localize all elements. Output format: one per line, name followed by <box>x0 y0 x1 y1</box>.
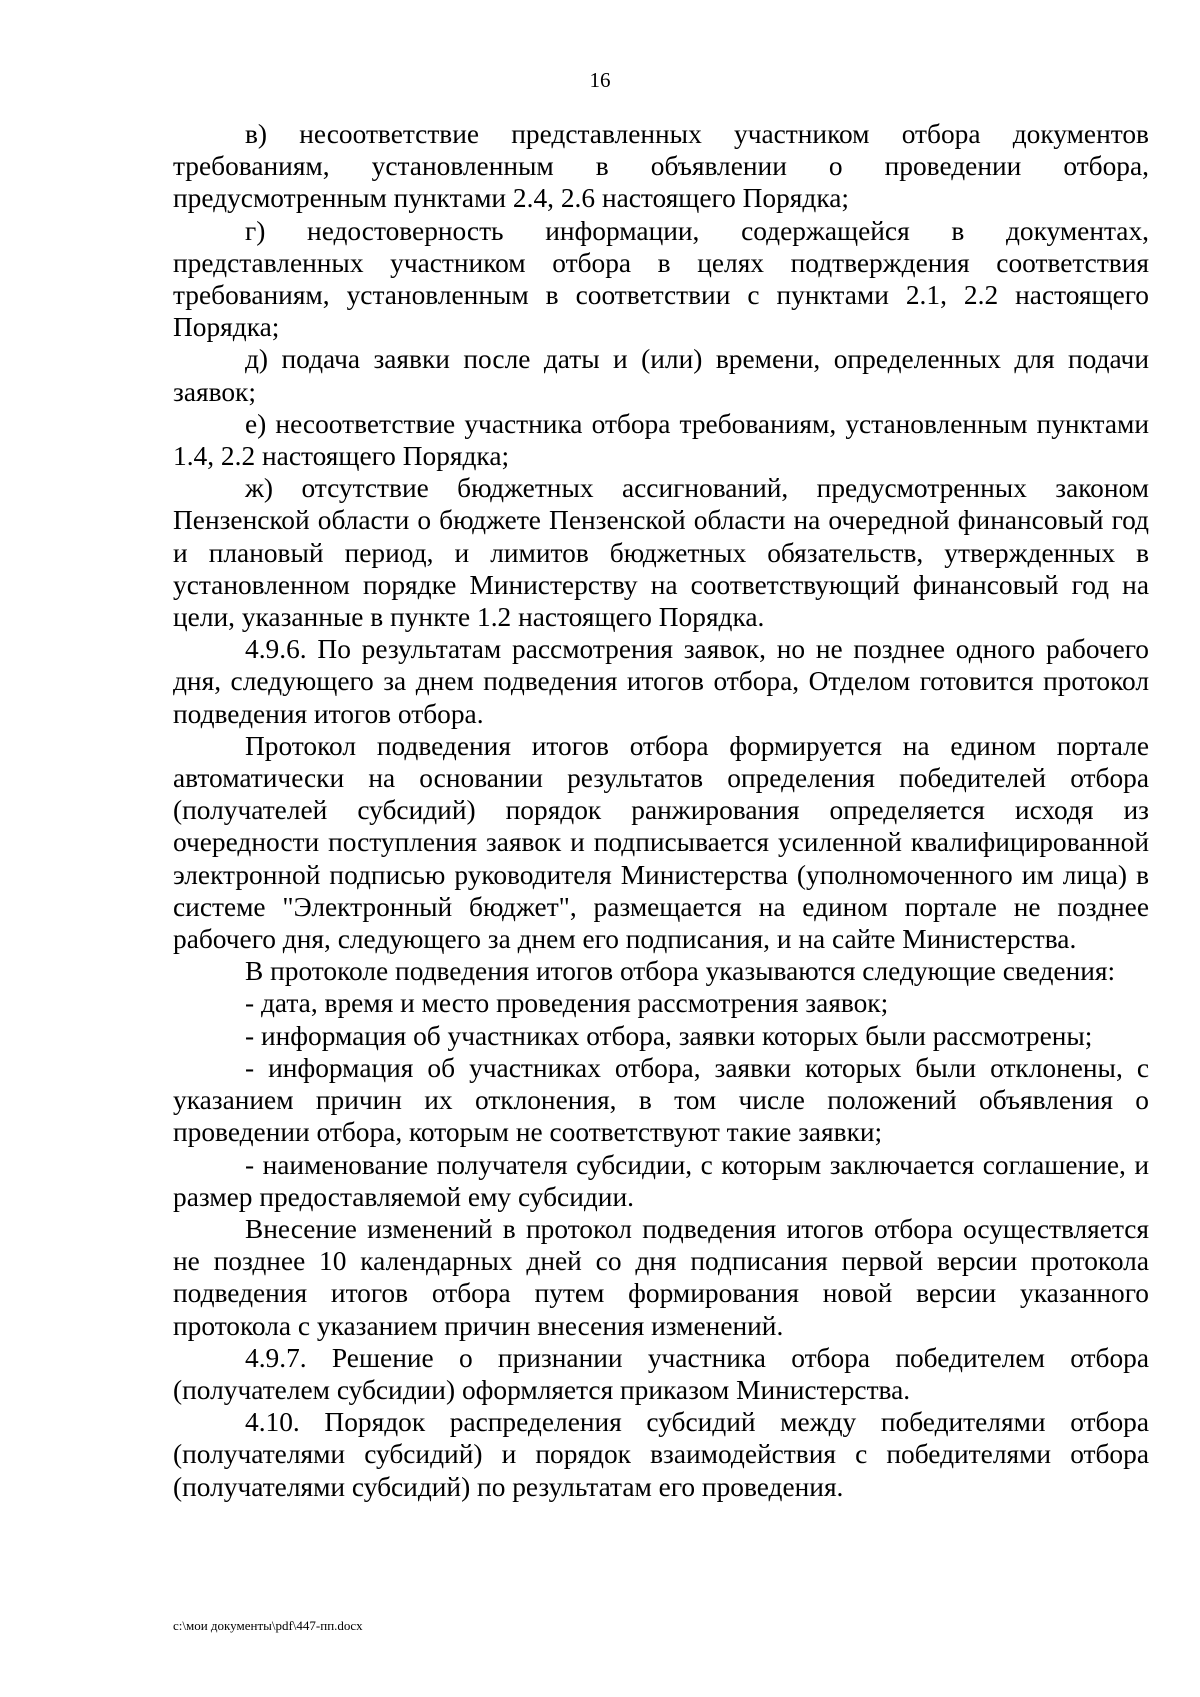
paragraph-item-v: в) несоответствие представленных участником отбора документов требованиям, установленным в объявлении о проведении отбора, предусмотренным пунктами 2.4, 2.6 настоящего Порядка; <box>173 119 1149 214</box>
paragraph-4-9-6: 4.9.6. По результатам рассмотрения заявок, но не позднее одного рабочего дня, следующего за днем подведения итогов отбора, Отделом готовится протокол подведения итогов отбора. <box>173 634 1149 729</box>
paragraph-item-zh: ж) отсутствие бюджетных ассигнований, предусмотренных законом Пензенской области о бюджете Пензенской области на очередной финансовый год и плановый период, и лимитов бюджетных обязательств, утвержденных в установленном порядке Министерству на соответствующий финансовый год на цели, указанные в пункте 1.2 настоящего Порядка. <box>173 473 1149 633</box>
paragraph-4-10: 4.10. Порядок распределения субсидий между победителями отбора (получателями субсидий) и порядок взаимодействия с победителями отбора (получателями субсидий) по результатам его проведения. <box>173 1407 1149 1502</box>
paragraph-protocol-contents: В протоколе подведения итогов отбора указываются следующие сведения: <box>245 956 1116 987</box>
list-item-rejected-participants: - информация об участниках отбора, заявки которых были отклонены, с указанием причин их отклонения, в том числе положений объявления о проведении отбора, которым не соответствуют такие заявки; <box>173 1052 1149 1148</box>
document-body <box>173 118 1149 1503</box>
paragraph-4-9-7: 4.9.7. Решение о признании участника отбора победителем отбора (получателем субсидии) оформляется приказом Министерства. <box>173 1342 1149 1405</box>
paragraph-item-d: д) подача заявки после даты и (или) времени, определенных для подачи заявок; <box>173 344 1149 407</box>
paragraph-item-g: г) недостоверность информации, содержащейся в документах, представленных участником отбора в целях подтверждения соответствия требованиям, установленным в соответствии с пунктами 2.1, 2.2 настоящего Порядка; <box>173 215 1149 343</box>
page-number: 16 <box>589 68 611 92</box>
list-item-reviewed-participants: - информация об участниках отбора, заявки которых были рассмотрены; <box>245 1020 1093 1051</box>
paragraph-item-e: е) несоответствие участника отбора требованиям, установленным пунктами 1.4, 2.2 настоящего Порядка; <box>173 408 1149 472</box>
list-item-recipient-name: - наименование получателя субсидии, с которым заключается соглашение, и размер предоставляемой ему субсидии. <box>173 1149 1149 1212</box>
paragraph-protocol-amendments: Внесение изменений в протокол подведения итогов отбора осуществляется не позднее 10 календарных дней со дня подписания первой версии протокола подведения итогов отбора путем формирования новой версии указанного протокола с указанием причин внесения изменений. <box>173 1213 1149 1341</box>
paragraph-protocol-formation: Протокол подведения итогов отбора формируется на едином портале автоматически на основании результатов определения победителей отбора (получателей субсидий) порядок ранжирования определяется исходя из очередности поступления заявок и подписывается усиленной квалифицированной электронной подписью руководителя Министерства (уполномоченного им лица) в системе "Электронный бюджет", размещается на едином портале не позднее рабочего дня, следующего за днем его подписания, и на сайте Министерства. <box>173 730 1149 955</box>
footer-file-path: c:\мои документы\pdf\447-пп.docx <box>173 1618 363 1633</box>
list-item-date-time-place: - дата, время и место проведения рассмотрения заявок; <box>245 988 889 1019</box>
